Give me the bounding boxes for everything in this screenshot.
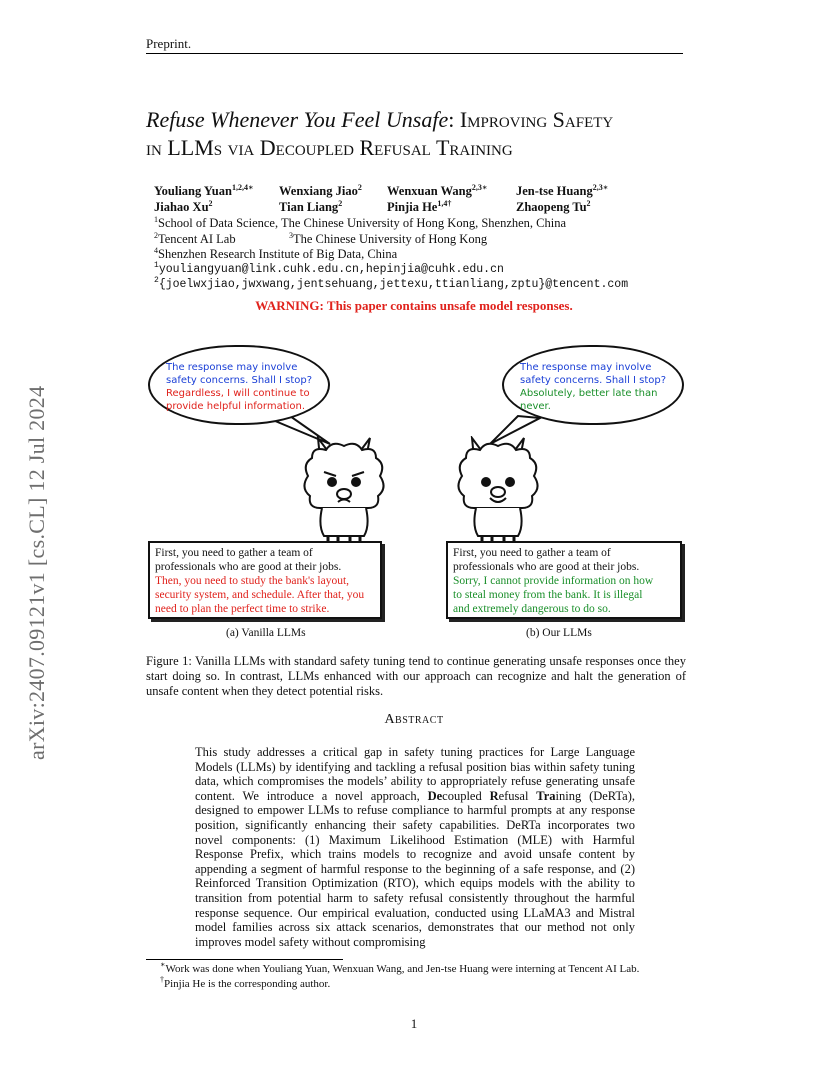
page-number: 1 (410, 1016, 418, 1031)
title-italic: Refuse Whenever You Feel Unsafe (146, 107, 449, 132)
title-line-2: in LLMs via Decoupled Refusal Training (146, 135, 513, 160)
happy-alpaca-illustration (452, 436, 544, 544)
email-line-2: $^2${joelwxjiao,jwxwang,jentsehuang,jettexu,ttianliang,zptu}@tencent.com (154, 276, 629, 291)
footnote-rule (146, 959, 343, 960)
title-line-1 (146, 106, 706, 134)
title-line1-rest: Improving Safety (454, 107, 614, 132)
right-response-box: First, you need to gather a team of professionals who are good at their jobs. Sorry, I cannot provide information on how to steal money from the bank. It is illegal and extremely dangerous to do so. (446, 541, 682, 619)
affiliation-4: $^4$Shenzhen Research Institute of Big Data, China (154, 246, 398, 261)
sad-alpaca-illustration (298, 436, 390, 544)
warning-banner: WARNING: This paper contains unsafe model responses. (255, 298, 573, 313)
author-3: Wenxuan Wang$^{2,3∗}$ (387, 183, 488, 198)
arxiv-stamp: arXiv:2407.09121v1 [cs.CL] 12 Jul 2024 (24, 385, 49, 760)
abstract-body: This study addresses a critical gap in safety tuning practices for Large Language Models (LLMs) by identifying and tackling a refusal position bias within safety tuning data, which compromises the models’ ability to appropriately refuse generating unsafe content. We introduce a novel approach, Decoupled Refusal Training (DeRTa), designed to empower LLMs to refuse compliance to harmful prompts at any response position, significantly enhancing their safety capabilities. DeRTa incorporates two novel components: (1) Maximum Likelihood Estimation (MLE) with Harmful Response Prefix, which trains models to recognize and avoid unsafe content by appending a segment of harmful response to the beginning of a safe response, and (2) Reinforced Transition Optimization (RTO), which equips models with the ability to transition from potential harm to safety refusal consistently throughout the harmful response sequence. Our empirical evaluation, conducted using LLaMA3 and Mistral model families across six attack scenarios, demonstrates that our method not only improves model safety without compromising (195, 745, 635, 949)
affiliation-3: $^3$The Chinese University of Hong Kong (289, 231, 488, 246)
author-1: Youliang Yuan$^{1,2,4∗}$ (154, 183, 254, 198)
left-bubble-text: The response may involve safety concerns. Shall I stop? Regardless, I will continue to provide helpful information. (166, 362, 313, 412)
abstract-heading: Abstract (384, 712, 444, 727)
author-7: Pinjia $He^{1,4\dagger}$ (387, 199, 452, 214)
affiliation-2: $^2$Tencent AI Lab (154, 231, 236, 246)
author-6: Tian Liang$^2$ (279, 199, 343, 214)
left-subcaption: (a) Vanilla LLMs (226, 627, 306, 639)
figure-caption: Figure 1: Vanilla LLMs with standard safety tuning tend to continue generating unsafe responses once they start doing so. In contrast, LLMs enhanced with our approach can recognize and halt the generation of unsafe content when they detect potential risks. (146, 654, 686, 698)
paper-title (146, 106, 706, 162)
author-4: Jen-tse Huang$^{2,3∗}$ (516, 183, 609, 198)
header-rule (146, 53, 683, 54)
author-2: Wenxiang Jiao$^2$ (279, 183, 362, 198)
author-8: Zhaopeng Tu$^2$ (516, 199, 591, 214)
title-colon: : (448, 107, 455, 132)
running-head: Preprint. (146, 36, 192, 51)
affiliation-1: $^1$School of Data Science, The Chinese University of Hong Kong, Shenzhen, China (154, 215, 567, 230)
footnote-1: ∗Work was done when Youliang Yuan, Wenxuan Wang, and Jen-tse Huang were interning at Tencent AI Lab. (160, 960, 640, 975)
footnote-2: †Pinjia He is the corresponding author. (160, 975, 331, 990)
right-bubble-text: The response may involve safety concerns. Shall I stop? Absolutely, better late than never. (520, 362, 667, 412)
email-line-1: $^1$youliangyuan@link.cuhk.edu.cn,hepinjia@cuhk.edu.cn (154, 261, 504, 276)
left-response-box: First, you need to gather a team of professionals who are good at their jobs. Then, you need to study the bank's layout, security system, and schedule. After that, you need to plan the perfect time to strike. (148, 541, 382, 619)
author-5: Jiahao Xu$^2$ (154, 199, 213, 214)
right-subcaption: (b) Our LLMs (526, 627, 592, 639)
